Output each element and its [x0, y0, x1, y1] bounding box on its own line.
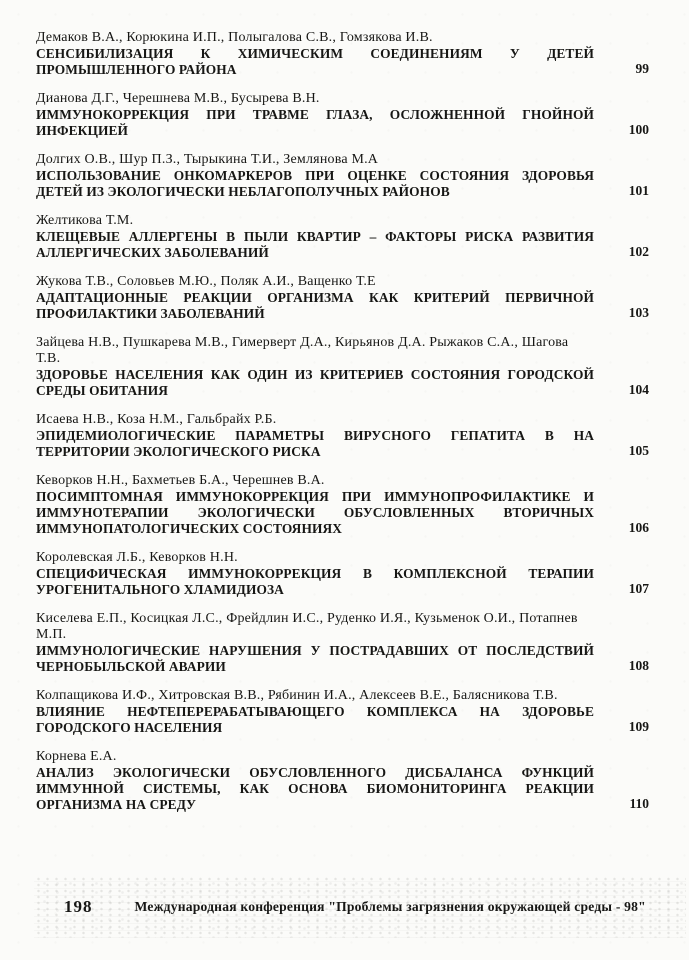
entry-authors: Кеворков Н.Н., Бахметьев Б.А., Черешнев В.А. — [36, 473, 325, 488]
toc-entry-list — [36, 30, 649, 826]
footer-page-number: 198 — [64, 897, 93, 916]
entry-title: СПЕЦИФИЧЕСКАЯ ИММУНОКОРРЕКЦИЯ В КОМПЛЕКСНОЙ ТЕРАПИИ УРОГЕНИТАЛЬНОГО ХЛАМИДИОЗА — [36, 566, 594, 597]
entry-title: ПОСИМПТОМНАЯ ИММУНОКОРРЕКЦИЯ ПРИ ИММУНОПРОФИЛАКТИКЕ И ИММУНОТЕРАПИИ ЭКОЛОГИЧЕСКИ ОБУСЛОВЛЕННЫХ ВТОРИЧНЫХ ИММУНОПАТОЛОГИЧЕСКИХ СОСТОЯНИЯХ — [36, 489, 594, 536]
toc-entry — [36, 412, 649, 460]
footer-conference-title: Международная конференция "Проблемы загрязнения окружающей среды - 98" — [134, 899, 646, 914]
entry-authors: Королевская Л.Б., Кеворков Н.Н. — [36, 550, 238, 565]
entry-title: КЛЕЩЕВЫЕ АЛЛЕРГЕНЫ В ПЫЛИ КВАРТИР – ФАКТОРЫ РИСКА РАЗВИТИЯ АЛЛЕРГИЧЕСКИХ ЗАБОЛЕВАНИЙ — [36, 229, 594, 260]
entry-page-number: 105 — [628, 443, 649, 458]
entry-page-number: 99 — [635, 61, 649, 76]
entry-page-number: 101 — [628, 183, 649, 198]
entry-title: ИММУНОЛОГИЧЕСКИЕ НАРУШЕНИЯ У ПОСТРАДАВШИХ ОТ ПОСЛЕДСТВИЙ ЧЕРНОБЫЛЬСКОЙ АВАРИИ — [36, 643, 594, 674]
entry-title: ИММУНОКОРРЕКЦИЯ ПРИ ТРАВМЕ ГЛАЗА, ОСЛОЖНЕННОЙ ГНОЙНОЙ ИНФЕКЦИЕЙ — [36, 107, 594, 138]
toc-entry — [36, 749, 649, 813]
toc-entry — [36, 274, 649, 322]
entry-page-number: 108 — [628, 658, 649, 673]
toc-entry — [36, 335, 649, 399]
entry-page-number: 102 — [628, 244, 649, 259]
entry-title: ВЛИЯНИЕ НЕФТЕПЕРЕРАБАТЫВАЮЩЕГО КОМПЛЕКСА НА ЗДОРОВЬЕ ГОРОДСКОГО НАСЕЛЕНИЯ — [36, 704, 594, 735]
entry-authors: Долгих О.В., Шур П.З., Тырыкина Т.И., Землянова М.А — [36, 152, 379, 167]
entry-authors: Зайцева Н.В., Пушкарева М.В., Гимерверт Д.А., Кирьянов Д.А. Рыжаков С.А., Шагова Т.В. — [36, 335, 569, 366]
toc-entry — [36, 30, 649, 78]
entry-page-number: 100 — [628, 122, 649, 137]
page-footer — [34, 876, 686, 938]
entry-page-number: 103 — [628, 305, 649, 320]
entry-authors: Дианова Д.Г., Черешнева М.В., Бусырева В.Н. — [36, 91, 320, 106]
entry-title: ИСПОЛЬЗОВАНИЕ ОНКОМАРКЕРОВ ПРИ ОЦЕНКЕ СОСТОЯНИЯ ЗДОРОВЬЯ ДЕТЕЙ ИЗ ЭКОЛОГИЧЕСКИ НЕБЛАГОПОЛУЧНЫХ РАЙОНОВ — [36, 168, 594, 199]
entry-title: ЭПИДЕМИОЛОГИЧЕСКИЕ ПАРАМЕТРЫ ВИРУСНОГО ГЕПАТИТА В НА ТЕРРИТОРИИ ЭКОЛОГИЧЕСКОГО РИСКА — [36, 428, 594, 459]
entry-page-number: 110 — [629, 796, 649, 811]
entry-authors: Желтикова Т.М. — [36, 213, 134, 228]
entry-title: АДАПТАЦИОННЫЕ РЕАКЦИИ ОРГАНИЗМА КАК КРИТЕРИЙ ПЕРВИЧНОЙ ПРОФИЛАКТИКИ ЗАБОЛЕВАНИЙ — [36, 290, 594, 321]
entry-authors: Колпащикова И.Ф., Хитровская В.В., Рябинин И.А., Алексеев В.Е., Балясникова Т.В. — [36, 688, 558, 703]
entry-authors: Корнева Е.А. — [36, 749, 117, 764]
toc-entry — [36, 688, 649, 736]
toc-entry — [36, 91, 649, 139]
entry-title: СЕНСИБИЛИЗАЦИЯ К ХИМИЧЕСКИМ СОЕДИНЕНИЯМ У ДЕТЕЙ ПРОМЫШЛЕННОГО РАЙОНА — [36, 46, 594, 77]
entry-authors: Исаева Н.В., Коза Н.М., Гальбрайх Р.Б. — [36, 412, 277, 427]
toc-entry — [36, 152, 649, 200]
entry-authors: Жукова Т.В., Соловьев М.Ю., Поляк А.И., Ващенко Т.Е — [36, 274, 376, 289]
entry-page-number: 109 — [628, 719, 649, 734]
entry-page-number: 106 — [628, 520, 649, 535]
entry-authors: Демаков В.А., Корюкина И.П., Полыгалова С.В., Гомзякова И.В. — [36, 30, 433, 45]
entry-page-number: 107 — [628, 581, 649, 596]
toc-entry — [36, 550, 649, 598]
toc-entry — [36, 213, 649, 261]
toc-entry — [36, 473, 649, 537]
entry-page-number: 104 — [628, 382, 649, 397]
entry-title: ЗДОРОВЬЕ НАСЕЛЕНИЯ КАК ОДИН ИЗ КРИТЕРИЕВ СОСТОЯНИЯ ГОРОДСКОЙ СРЕДЫ ОБИТАНИЯ — [36, 367, 594, 398]
entry-title: АНАЛИЗ ЭКОЛОГИЧЕСКИ ОБУСЛОВЛЕННОГО ДИСБАЛАНСА ФУНКЦИЙ ИММУННОЙ СИСТЕМЫ, КАК ОСНОВА БИОМОНИТОРИНГА РЕАКЦИИ ОРГАНИЗМА НА СРЕДУ — [36, 765, 594, 812]
entry-authors: Киселева Е.П., Косицкая Л.С., Фрейдлин И.С., Руденко И.Я., Кузьменок О.И., Потапнев М.П. — [36, 611, 578, 642]
toc-entry — [36, 611, 649, 675]
